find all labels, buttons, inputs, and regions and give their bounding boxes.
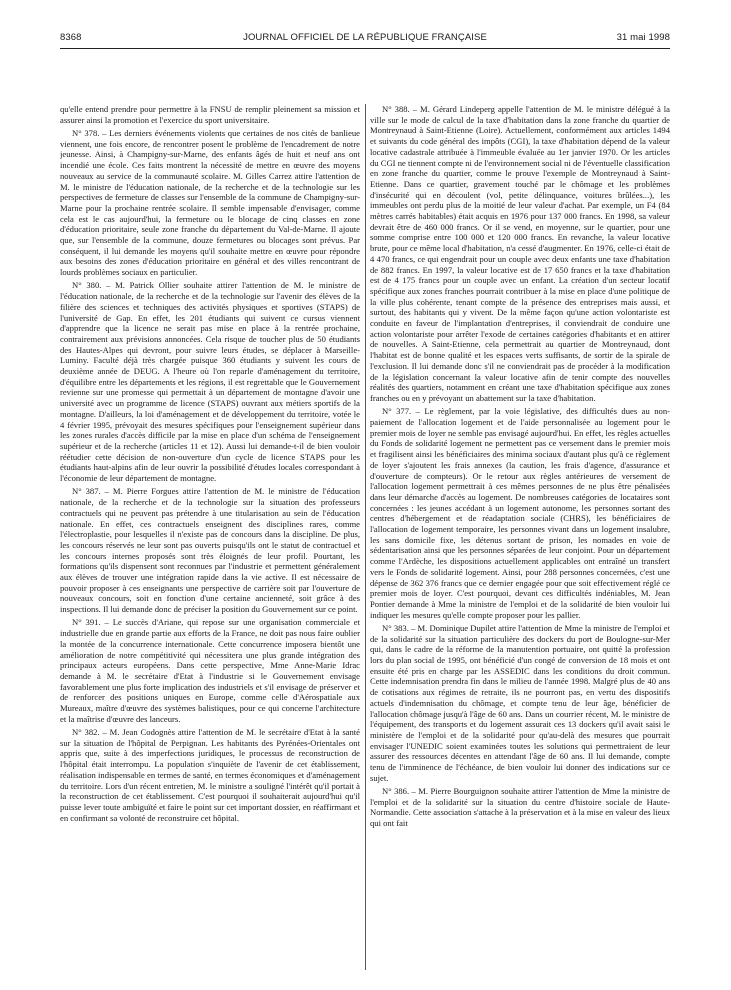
question-377: N° 377. – Le règlement, par la voie législative, des difficultés dues au non-paiement de l'allocation logement et de l'aide personnalisée au logement pour le premier mois de loyer ne semble pas envisagé aujourd'hui. En effet, les règles actuelles du Fonds de solidarité logement ne permettent pas ce versement dans le premier mois et fragilisent ainsi les bénéficiaires des minima sociaux d'autant plus qu'à ce règlement de loyer s'ajoutent les frais annexes (la caution, les frais d'agence, d'assurance et d'ouverture de compteurs). Or le retour aux règles antérieures de versement de l'allocation logement permettrait à ces mêmes personnes de ne plus être pénalisées dans leur démarche d'accès au logement. De nombreuses catégories de locataires sont concernées : les jeunes accédant à un logement autonome, les personnes sortant des centres d'hébergement et de réadaptation sociale (CHRS), les bénéficiaires de l'allocation de logement temporaire, les personnes vivant dans un logement insalubre, les sans domicile fixe, les détenus sortant de prison, les nomades en voie de sédentarisation ainsi que les personnes séparées de leur conjoint. Pour un département comme l'Ardèche, les dispositions actuellement applicables ont entraîné un transfert vers le Fonds de solidarité logement. Ainsi, pour 288 personnes concernées, c'est une dépense de 362 376 francs que ce dernier engagée pour que soit effectivement réglé ce premier mois de loyer. C'est pourquoi, devant ces difficultés indéniables, M. Jean Pontier demande à Mme la ministre de l'emploi et de la solidarité de bien vouloir lui indiquer les mesures qu'elle compte proposer pour les pallier. [370,406,670,620]
question-391: N° 391. – Le succès d'Ariane, qui repose sur une organisation commerciale et industrielle due en grande partie aux efforts de la France, ne doit pas nous faire oublier la montée de la concurrence internationale. Cette concurrence imposera bientôt une amélioration de notre compétitivité qui nécessitera une plus grande intégration des principaux acteurs européens. Dans cette perspective, Mme Anne-Marie Idrac demande à M. le secrétaire d'Etat à l'industrie si le Gouvernement envisage favorablement une plus forte implication des industriels et s'il envisage de préserver et de renforcer des positions uniques en Europe, comme celle d'Aérospatiale aux Mureaux, maître d'œuvre des systèmes balistiques, pour ce qui concerne l'architecture et la maîtrise d'œuvre des lanceurs. [60,617,360,724]
journal-title: JOURNAL OFFICIEL DE LA RÉPUBLIQUE FRANÇAISE [243,32,487,43]
issue-date: 31 mai 1998 [616,32,670,43]
page-header [60,32,670,46]
question-387: N° 387. – M. Pierre Forgues attire l'attention de M. le ministre de l'éducation nationale, de la recherche et de la technologie sur la situation des professeurs contractuels qui ne peuvent pas prétendre à une titularisation au sein de l'éducation nationale. En effet, ces contractuels enseignent des disciplines rares, comme l'électroplastie, pour lesquelles il n'existe pas de concours dans la discipline. De plus, les concours réservés ne leur sont pas ouverts puisqu'ils ont le statut de contractuel et les concours internes proposés sont très éloignés de leur profil. Pourtant, les formations qu'ils dispensent sont reconnues par l'industrie et permettent généralement aux élèves de trouver une intégration rapide dans la vie active. Il est nécessaire de pouvoir proposer à ces enseignants une perspective de carrière soit par l'ouverture de nouveaux concours, soit en fonction d'une certaine ancienneté, soit grâce à des inspections. Il lui demande donc de préciser la position du Gouvernement sur ce point. [60,486,360,615]
question-383: N° 383. – M. Dominique Dupilet attire l'attention de Mme la ministre de l'emploi et de la solidarité sur la situation particulière des dockers du port de Boulogne-sur-Mer qui, dans le cadre de la réforme de la manutention portuaire, ont quitté la profession lors du plan social de 1995, ont bénéficié d'un congé de conversion de 18 mois et ont ensuite été pris en charge par les ASSEDIC dans les conditions du droit commun. Cette indemnisation prendra fin dans le milieu de l'année 1998. Malgré plus de 40 ans de cotisations aux régimes de retraite, ils ne pourront pas, en vertu des dispositifs actuels d'indemnisation du chômage, et compte tenu de leur âge, bénéficier de l'allocation chômage jusqu'à l'âge de 60 ans. Dans un courrier récent, M. le ministre de l'équipement, des transports et du logement assurait ces 13 dockers qu'il avait saisi le ministère de l'emploi et de la solidarité pour qu'au-delà des mesures que pourrait envisager l'UNEDIC soient examinées toutes les solutions qui permettraient de leur assurer des ressources décentes en attendant l'âge de 60 ans. Il lui demande, compte tenu de l'imminence de l'échéance, de bien vouloir lui donner des indications sur ce sujet. [370,622,670,783]
left-column [60,104,360,976]
question-386: N° 386. – M. Pierre Bourguignon souhaite attirer l'attention de Mme la ministre de l'emploi et de la solidarité sur la situation du centre d'histoire sociale de Haute-Normandie. Cette association s'attache à la préservation et à la mise en valeur des lieux qui ont fait [370,786,670,829]
question-380: N° 380. – M. Patrick Ollier souhaite attirer l'attention de M. le ministre de l'éducation nationale, de la recherche et de la technologie sur l'avenir des élèves de la filière des sciences et techniques des activités physiques et sportives (STAPS) de l'université de Gap. En effet, les 201 étudiants qui suivent ce cursus viennent d'apprendre que la licence ne serait pas mise en place à la rentrée prochaine, contrairement aux prévisions annoncées. Cela risque de toucher plus de 50 étudiants des Hautes-Alpes qui devront, pour suivre leurs études, se déplacer à Marseille-Luminy. Faculté déjà très chargée puisque 360 étudiants y suivent les cours de deuxième année de DEUG. A l'heure où l'on reparle d'aménagement du territoire, d'équilibre entre les départements et les régions, il est regrettable que le Gouvernement revienne sur une promesse qui permettait à un département de montagne d'avoir une université avec un programme de licence (STAPS) ouvrant aux métiers sportifs de la montagne. D'ailleurs, la loi d'aménagement et de développement du territoire, votée le 4 février 1995, prévoyait des mesures spécifiques pour l'enseignement supérieur dans les zones rurales d'accès difficile par la mise en place d'un schéma de l'enseignement supérieur et de la recherche (articles 11 et 12). Aussi lui demande-t-il de bien vouloir réétudier cette décision de non-ouverture d'un cycle de licence STAPS pour les étudiants haut-alpins afin de leur ouvrir la possibilité d'études locales correspondant à l'économie de leur département de montagne. [60,280,360,484]
column-rule [365,104,366,970]
question-382: N° 382. – M. Jean Codognès attire l'attention de M. le secrétaire d'Etat à la santé sur la situation de l'hôpital de Perpignan. Les habitants des Pyrénées-Orientales ont appris que, suite à des imperfections juridiques, le processus de reconstruction de l'hôpital était interrompu. La population s'inquiète de l'avenir de cet établissement, réalisation indispensable en termes de santé, en termes économiques et d'aménagement du territoire. Lors d'un récent entretien, M. le ministre a souligné l'intérêt qu'il portait à la reconstruction de cet établissement. C'est pourquoi il souhaiterait aujourd'hui qu'il puisse lever toute ambiguïté et faire le point sur cet important dossier, en réaffirmant et en confirmant sa volonté de reconstruire cet hôpital. [60,727,360,823]
right-column [370,104,670,976]
question-388: N° 388. – M. Gérard Lindeperg appelle l'attention de M. le ministre délégué à la ville sur le mode de calcul de la taxe d'habitation dans la zone franche du quartier de Montreynaud à Saint-Etienne (Loire). Actuellement, conformément aux articles 1494 et suivants du code général des impôts (CGI), la taxe d'habitation dépend de la valeur locative cadastrale attribuée à l'immeuble évaluée au 1er janvier 1970. Or les articles du CGI ne tiennent compte ni de l'environnement social ni de l'éventuelle classification en zone franche du quartier, comme le prouve l'exemple de Montreynaud à Saint-Etienne. Dans ce quartier, gravement touché par le chômage et les problèmes d'insécurité qui en découlent (vol, petite délinquance, voitures brûlées...), les immeubles ont perdu plus de la moitié de leur valeur d'achat. Par exemple, un F4 (84 mètres carrés habitables) était acquis en 1976 pour 137 000 francs. En 1998, sa valeur devrait être de 460 000 francs. Or il se vend, en moyenne, sur le quartier, pour une somme comprise entre 100 000 et 120 000 francs. En revanche, la valeur locative brute, pour ce même local d'habitation, n'a cessé d'augmenter. En 1976, celle-ci était de 4 470 francs, ce qui engendrait pour un couple avec deux enfants une taxe d'habitation de 882 francs. En 1997, la valeur locative est de 17 650 francs et la taxe d'habitation est de 4 175 francs pour un couple avec un enfant. La création d'un secteur locatif spécifique aux zones franches pourrait contribuer à la mise en place d'une politique de la ville plus cohérente, tenant compte de la présence des entreprises mais aussi, et surtout, des habitants qui y vivent. De la même façon qu'une action volontariste est conduite en faveur de l'implantation d'entreprises, il conviendrait de conduire une action volontariste pour arrêter l'exode de certaines catégories d'habitants et en attirer de nouvelles. A Saint-Etienne, cela permettrait au quartier de Montreynaud, dont l'habitat est de bonne qualité et les espaces verts suffisants, de sortir de la spirale de l'exclusion. Il lui demande donc s'il ne conviendrait pas de procéder à la modification de la législation concernant la valeur locative afin de tenir compte des nouvelles réalités des quartiers, notamment en créant une taxe d'habitation spécifique aux zones franches ou en y prévoyant un abattement sur la taxe d'habitation. [370,104,670,403]
paragraph-fnsu-end: qu'elle entend prendre pour permettre à la FNSU de remplir pleinement sa mission et assurer ainsi la promotion et l'exercice du sport universitaire. [60,104,360,125]
question-378: N° 378. – Les derniers événements violents que certaines de nos cités de banlieue viennent, une fois encore, de rencontrer posent le problème de l'encadrement de notre jeunesse. Ainsi, à Champigny-sur-Marne, des enfants âgés de huit et neuf ans ont incendié une école. Ces faits montrent la nécessité de mettre en œuvre des moyens nouveaux au service de la communauté scolaire. M. Gilles Carrez attire l'attention de M. le ministre de l'éducation nationale, de la recherche et de la technologie sur les perspectives de fermeture de classes sur l'ensemble de la commune de Champigny-sur-Marne pour la prochaine rentrée scolaire. Il semble impensable d'envisager, comme cela est le cas aujourd'hui, la fermeture ou le blocage de cinq classes en zone d'éducation prioritaire, seule zone franche du département du Val-de-Marne. Il ajoute que, sur l'ensemble de la commune, douze fermetures ou blocages sont prévus. Par conséquent, il lui demande les moyens qu'il souhaite mettre en œuvre pour répondre aux besoins des zones d'éducation prioritaire en général et des villes rencontrant de lourds problèmes sociaux en particulier. [60,128,360,278]
page-number: 8368 [60,32,82,43]
header-rule [60,48,670,49]
